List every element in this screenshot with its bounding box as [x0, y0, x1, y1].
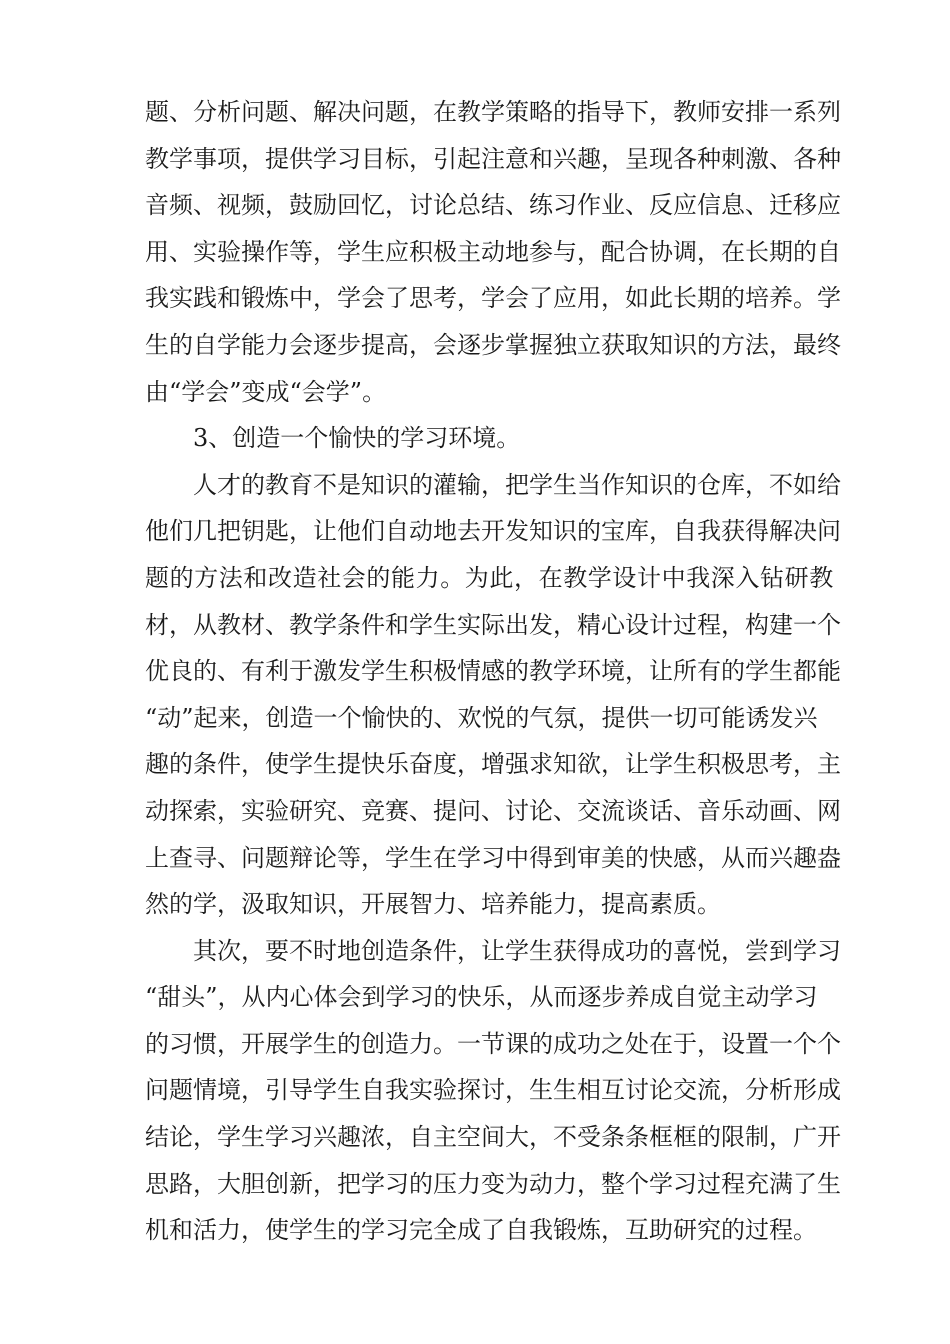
text-line: 动探索，实验研究、竞赛、提问、讨论、交流谈话、音乐动画、网 — [145, 796, 841, 825]
text-line: 生的自学能力会逐步提高，会逐步掌握独立获取知识的方法，最终 — [145, 330, 841, 359]
text-line: “动”起来，创造一个愉快的、欢悦的气氛，提供一切可能诱发兴 — [145, 703, 818, 732]
text-line: 我实践和锻炼中，学会了思考，学会了应用，如此长期的培养。学 — [145, 284, 841, 313]
text-line: 结论，学生学习兴趣浓，自主空间大，不受条条框框的限制，广开 — [145, 1123, 841, 1152]
text-line: 趣的条件，使学生提快乐奋度，增强求知欲，让学生积极思考，主 — [145, 750, 841, 779]
text-line: 思路，大胆创新，把学习的压力变为动力，整个学习过程充满了生 — [145, 1169, 841, 1198]
text-line: 音频、视频，鼓励回忆，讨论总结、练习作业、反应信息、迁移应 — [145, 191, 841, 220]
text-line: 上查寻、问题辩论等，学生在学习中得到审美的快感，从而兴趣盎 — [145, 843, 841, 872]
text-line: 问题情境，引导学生自我实验探讨，生生相互讨论交流，分析形成 — [145, 1076, 841, 1105]
text-line: 然的学，汲取知识，开展智力、培养能力，提高素质。 — [145, 890, 721, 919]
text-line: “甜头”，从内心体会到学习的快乐，从而逐步养成自觉主动学习 — [145, 983, 818, 1012]
text-line: 优良的、有利于激发学生积极情感的教学环境，让所有的学生都能 — [145, 657, 841, 686]
text-line: 人才的教育不是知识的灌输，把学生当作知识的仓库，不如给 — [193, 470, 841, 499]
text-line: 其次，要不时地创造条件，让学生获得成功的喜悦，尝到学习 — [193, 936, 841, 965]
text-line: 材，从教材、教学条件和学生实际出发，精心设计过程，构建一个 — [145, 610, 841, 639]
document-body — [145, 89, 841, 1254]
text-line: 他们几把钥匙，让他们自动地去开发知识的宝库，自我获得解决问 — [145, 517, 841, 546]
text-line: 由“学会”变成“会学”。 — [145, 377, 387, 406]
text-line: 教学事项，提供学习目标，引起注意和兴趣，呈现各种刺激、各种 — [145, 144, 841, 173]
text-line: 的习惯，开展学生的创造力。一节课的成功之处在于，设置一个个 — [145, 1029, 841, 1058]
text-line: 机和活力，使学生的学习完全成了自我锻炼，互助研究的过程。 — [145, 1216, 817, 1245]
text-line: 题、分析问题、解决问题，在教学策略的指导下，教师安排一系列 — [145, 98, 841, 126]
text-line: 题的方法和改造社会的能力。为此，在教学设计中我深入钻研教 — [145, 563, 834, 592]
text-line: 用、实验操作等，学生应积极主动地参与，配合协调，在长期的自 — [145, 237, 841, 266]
section-heading: 3、创造一个愉快的学习环境。 — [193, 424, 521, 453]
